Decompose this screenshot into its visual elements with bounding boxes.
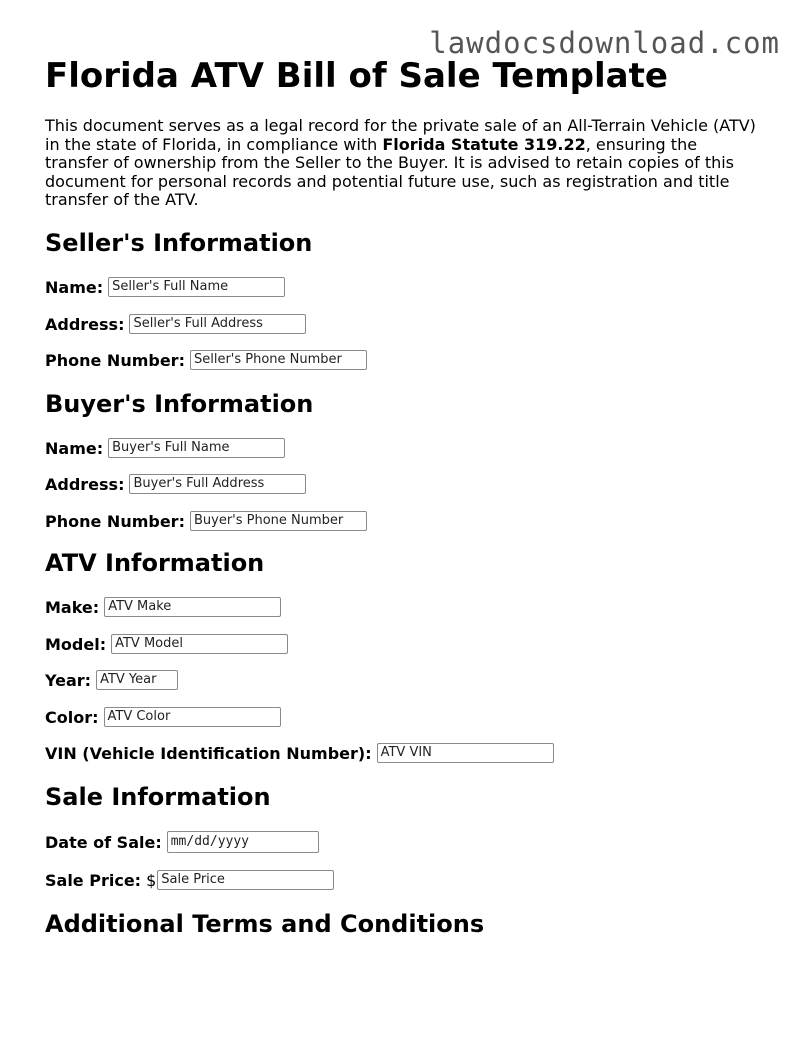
buyer-phone-label: Phone Number: (45, 511, 185, 531)
seller-name-row (45, 276, 285, 298)
buyer-address-field[interactable]: Buyer's Full Address (129, 474, 306, 494)
atv-model-row (45, 633, 288, 655)
atv-vin-label: VIN (Vehicle Identification Number): (45, 743, 372, 763)
currency-symbol: $ (146, 870, 157, 890)
seller-name-label: Name: (45, 277, 104, 297)
seller-address-field[interactable]: Seller's Full Address (129, 314, 306, 334)
atv-year-label: Year: (45, 670, 92, 690)
atv-make-label: Make: (45, 597, 100, 617)
buyer-name-label: Name: (45, 438, 104, 458)
sale-date-label: Date of Sale: (45, 832, 162, 852)
seller-name-field[interactable]: Seller's Full Name (108, 277, 285, 297)
atv-color-label: Color: (45, 707, 99, 727)
atv-year-row (45, 669, 178, 691)
atv-heading: ATV Information (45, 549, 265, 577)
buyer-phone-field[interactable]: Buyer's Phone Number (190, 511, 367, 531)
atv-make-row (45, 596, 281, 618)
intro-paragraph (45, 117, 763, 210)
intro-text-after: , ensuring the transfer of ownership from the Seller to the Buyer. It is advised to retain copies of this document for personal records and potential future use, such as registration and title transfer of the ATV. (45, 134, 735, 210)
sale-heading: Sale Information (45, 783, 271, 811)
seller-heading: Seller's Information (45, 229, 313, 257)
buyer-address-row (45, 473, 306, 495)
buyer-name-field[interactable]: Buyer's Full Name (108, 438, 285, 458)
seller-address-row (45, 313, 306, 335)
seller-phone-row (45, 349, 367, 371)
buyer-heading: Buyer's Information (45, 390, 314, 418)
buyer-name-row (45, 437, 285, 459)
sale-price-field[interactable]: Sale Price (157, 870, 334, 890)
atv-make-field[interactable]: ATV Make (104, 597, 281, 617)
atv-color-row (45, 706, 281, 728)
watermark: lawdocsdownload.com (429, 26, 780, 60)
atv-vin-row (45, 742, 554, 764)
sale-date-row (45, 831, 319, 853)
seller-phone-field[interactable]: Seller's Phone Number (190, 350, 367, 370)
atv-vin-field[interactable]: ATV VIN (377, 743, 554, 763)
terms-heading: Additional Terms and Conditions (45, 910, 485, 938)
seller-address-label: Address: (45, 314, 125, 334)
buyer-address-label: Address: (45, 474, 125, 494)
statute-reference: Florida Statute 319.22 (382, 134, 586, 154)
atv-model-field[interactable]: ATV Model (111, 634, 288, 654)
sale-price-label: Sale Price: (45, 870, 142, 890)
atv-color-field[interactable]: ATV Color (104, 707, 281, 727)
page-title: Florida ATV Bill of Sale Template (45, 56, 668, 96)
buyer-phone-row (45, 510, 367, 532)
sale-price-row (45, 869, 334, 891)
intro-text-before: This document serves as a legal record for the private sale of an All-Terrain Vehicle (ATV) in the state of Florida, in compliance with (45, 116, 756, 154)
sale-date-field[interactable]: mm/dd/yyyy (167, 831, 319, 853)
atv-year-field[interactable]: ATV Year (96, 670, 178, 690)
seller-phone-label: Phone Number: (45, 350, 185, 370)
atv-model-label: Model: (45, 634, 107, 654)
